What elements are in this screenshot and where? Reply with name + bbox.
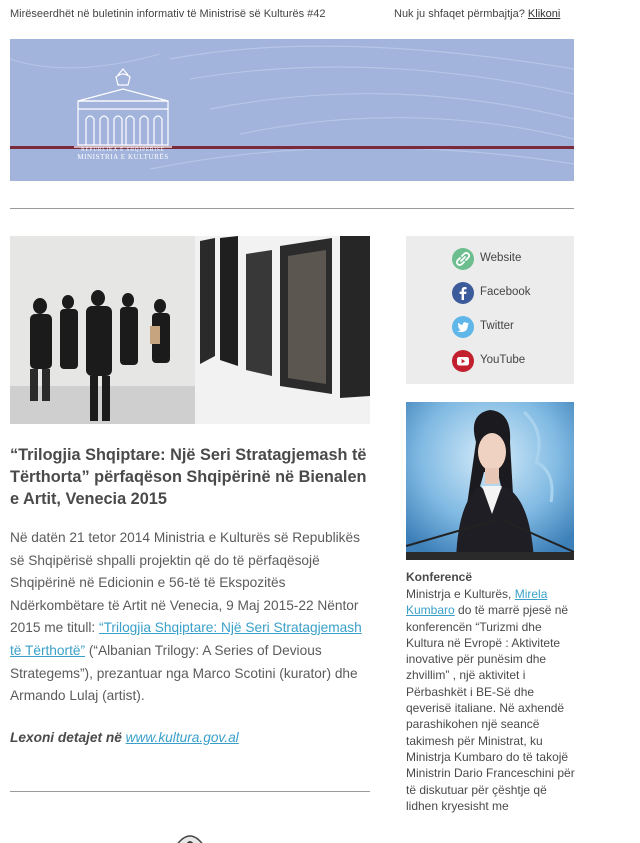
footer-emblem-icon (172, 826, 208, 843)
twitter-icon (452, 316, 474, 338)
sidebar-text-start: Ministrja e Kulturës, (406, 587, 515, 601)
article-divider (10, 791, 370, 792)
read-more (10, 730, 372, 745)
project-link[interactable]: “Trilogjia Shqiptare: Një Seri Stratagjemash të Tërthortë” (10, 620, 362, 658)
gallery-photo (10, 236, 370, 424)
article-body-start: Në datën 21 tetor 2014 Ministria e Kulturës së Republikës së Shqipërisë shpalli projektin që do të përfaqësojë Shqipërinë në Edicionin e 56-të të Ekspozitës Ndërkombëtare të Artit në Venecia, 9 Maj 2015-22 Nëntor 2015 me titull: (10, 530, 360, 636)
read-more-label: Lexoni detajet në (10, 730, 122, 745)
social-label-youtube: YouTube (480, 354, 526, 366)
logo-subtitle: REPUBLIKA E SHQIPËRISË (81, 148, 165, 153)
facebook-icon (452, 282, 474, 304)
view-in-browser (394, 8, 560, 20)
minister-portrait[interactable] (406, 402, 574, 560)
article-body-end: (“Albanian Trilogy: A Series of Devious Strategems”), prezantuar nga Marco Scotini (kurator) dhe Armando Lulaj (artist). (10, 642, 358, 704)
article-body (10, 527, 372, 708)
preheader (10, 8, 574, 22)
minister-link[interactable]: Mirela Kumbaro (406, 587, 548, 618)
sidebar-text (406, 586, 578, 814)
header-banner[interactable] (10, 39, 574, 181)
view-prompt: Nuk ju shfaqet përmbajtja? (394, 8, 525, 20)
article-hero-image[interactable] (10, 236, 370, 424)
minister-photo (406, 402, 574, 560)
social-label-facebook: Facebook (480, 286, 531, 298)
sidebar-heading: Konferencë (406, 570, 473, 584)
link-icon (452, 248, 474, 270)
sidebar-text-end: do të marrë pjesë në konferencën “Turizmi dhe Kultura në Evropë : Aktivitete inovative për punësim dhe zhvillim” , një aktivitet i Përbashkët i BE-Së dhe qeverisë italiane. Në axhendë parashikohen një seancë takimesh për Ministrat, ku Ministrja Kumbaro do të takojë Ministrin Dario Franceschini për të diskutuar për çështje që lidhen kryesisht me (406, 603, 575, 813)
welcome-text: Mirëseerdhët në buletinin informativ të Ministrisë së Kulturës #42 (10, 8, 326, 20)
view-in-browser-link[interactable]: Klikoni (527, 8, 561, 20)
social-label-twitter: Twitter (480, 320, 514, 332)
youtube-icon (452, 350, 474, 372)
header-divider (10, 208, 574, 209)
kultura-website-link[interactable]: www.kultura.gov.al (125, 730, 239, 745)
article-title: “Trilogjia Shqiptare: Një Seri Stratagjemash të Tërthorta” përfaqëson Shqipërinë në Bienalen e Artit, Venecia 2015 (10, 446, 367, 508)
logo-ministry-name: MINISTRIA E KULTURËS (77, 153, 169, 161)
social-links-box (406, 236, 574, 384)
social-label-website: Website (480, 252, 522, 264)
